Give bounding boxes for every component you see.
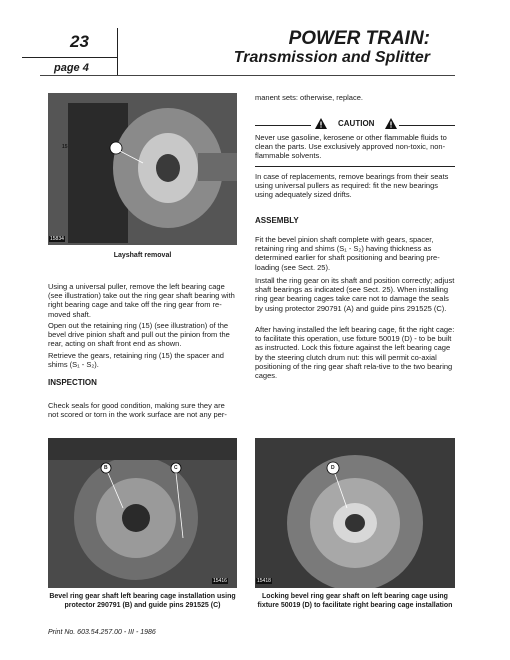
photo3-id: 15418 xyxy=(257,578,271,584)
caution-rule-left xyxy=(255,125,311,126)
page-subtitle: Transmission and Splitter xyxy=(233,49,430,66)
bearing-cage-protector-photo xyxy=(48,438,237,588)
caution-bottom-rule xyxy=(255,166,455,167)
caution-rule-right xyxy=(399,125,455,126)
removal-paragraph-2: Open out the retaining ring (15) (see illustration) of the bevel drive pinion shaft and pull out the pinion from the rear, acting on shaft front end as shown. xyxy=(48,321,230,349)
warning-icon xyxy=(315,116,327,134)
removal-paragraph-3: Retrieve the gears, retaining ring (15) the spacer and shims (S₁ - S₂). xyxy=(48,351,224,370)
section-number: 23 xyxy=(70,32,89,51)
warning-icon xyxy=(385,116,397,134)
replacement-paragraph: In case of replacements, remove bearings from their seats using universal pullers as required: fit the new bearings using adequately sized drifts. xyxy=(255,172,449,200)
photo1-callout: 15 xyxy=(62,144,68,150)
caution-text: Never use gasoline, kerosene or other flammable fluids to clean the parts. Use exclusively approved non-toxic, non-flammable solvents. xyxy=(255,133,447,161)
photo1-id: 15834 xyxy=(50,236,64,242)
fixture-locking-photo xyxy=(255,438,455,588)
continuation-text: manent sets: otherwise, replace. xyxy=(255,93,363,102)
assembly-paragraph-3: After having installed the left bearing cage, fit the right cage: to facilitate this operation, use fixture 50019 (D) - to be built as instructed. Lock this fixture against the left bearing cage by the steering clutch drum nut: this will permit co-axial positioning of the ring gear shaft rela-tive to the two bearing cages. xyxy=(255,325,455,381)
inspection-paragraph: Check seals for good condition, making sure they are not scored or torn in the work surface are not any per- xyxy=(48,401,227,420)
assembly-paragraph-2: Install the ring gear on its shaft and position correctly; adjust shaft bearings as indicated (see Sect. 25). When installing ring gear bearing cages take care not to damage the seals by using protector 290791 (A) and guide pins 291525 (C). xyxy=(255,276,455,313)
callout-c: C xyxy=(174,465,178,471)
header-rule xyxy=(40,75,455,76)
caution-label: CAUTION xyxy=(338,119,375,128)
assembly-heading: ASSEMBLY xyxy=(255,216,299,225)
photo3-caption: Locking bevel ring gear shaft on left bearing cage using fixture 50019 (D) to facilitate right bearing cage installation xyxy=(257,593,453,609)
page-label: page 4 xyxy=(54,62,89,74)
photo2-caption: Bevel ring gear shaft left bearing cage installation using protector 290791 (B) and guide pins 291525 (C) xyxy=(49,593,236,609)
assembly-paragraph-1: Fit the bevel pinion shaft complete with gears, spacer, retaining ring and shims (S₁ - S₂) having thickness as determined earlier for shaft positioning and bearing pre-loading (see Sect. 25). xyxy=(255,235,440,272)
inspection-heading: INSPECTION xyxy=(48,378,97,387)
header-divider xyxy=(22,57,118,58)
callout-d: D xyxy=(331,465,335,471)
print-number: Print No. 603.54.257.00 - III - 1986 xyxy=(48,629,156,636)
photo1-caption: Layshaft removal xyxy=(113,252,172,259)
header-vertical-rule xyxy=(117,28,118,76)
callout-b: B xyxy=(104,465,108,471)
layshaft-photo xyxy=(48,93,237,245)
photo2-id: 15416 xyxy=(213,578,227,584)
removal-paragraph-1: Using a universal puller, remove the left bearing cage (see illustration) take out the ring gear shaft bearing with right bearing cage and take off the ring gear from re-moved shaft. xyxy=(48,282,235,319)
page-title: POWER TRAIN: xyxy=(288,28,430,49)
